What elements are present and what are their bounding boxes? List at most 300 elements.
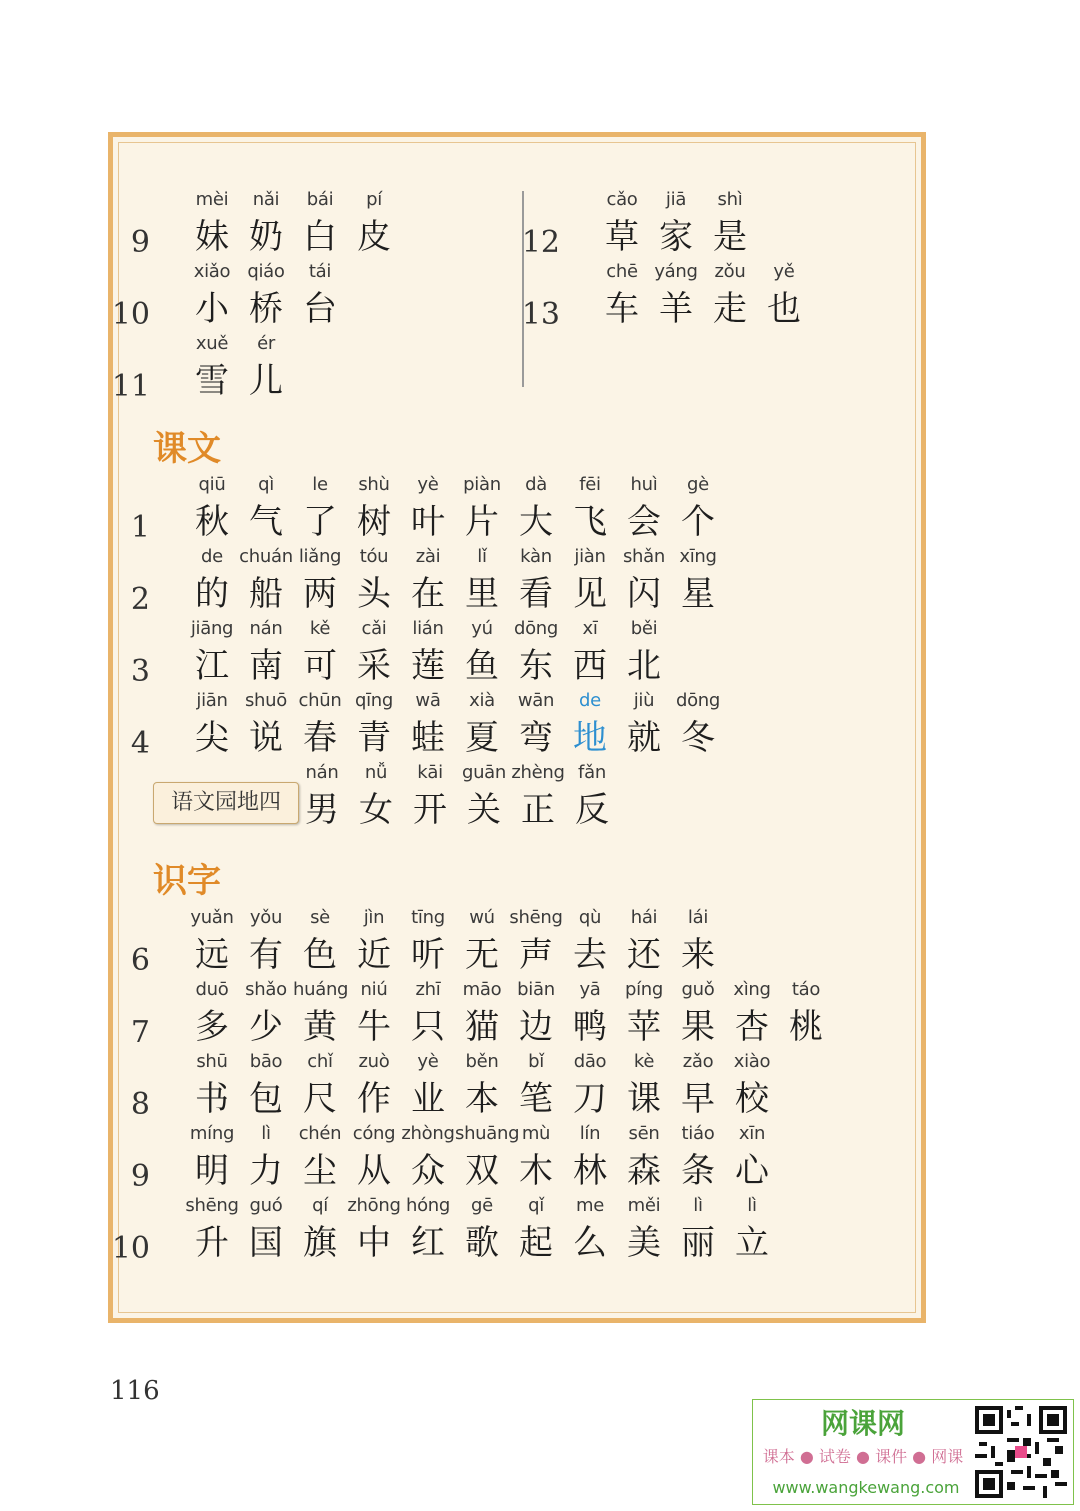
pinyin-label: zǒu	[714, 261, 746, 282]
pinyin-label: niú	[360, 979, 388, 1000]
pinyin-label: kāi	[417, 762, 443, 783]
row-number: 1	[130, 510, 150, 545]
hanzi-character: 两	[303, 574, 337, 614]
character-cell	[293, 688, 347, 762]
hanzi-character: 去	[573, 935, 607, 975]
hanzi-character: 儿	[249, 361, 283, 401]
hanzi-character: 大	[519, 502, 553, 542]
character-cell	[239, 544, 293, 618]
character-cell	[509, 1193, 563, 1267]
character-cell	[617, 1049, 671, 1123]
character-cell	[239, 1049, 293, 1123]
pinyin-label: yě	[773, 261, 795, 282]
pinyin-label: cǎi	[361, 618, 387, 639]
character-cell	[239, 977, 293, 1051]
character-cell	[455, 688, 509, 762]
pinyin-label: shì	[717, 189, 743, 210]
hanzi-character: 车	[605, 289, 639, 329]
hanzi-character: 么	[573, 1223, 607, 1263]
hanzi-character: 开	[413, 790, 447, 830]
hanzi-character: 尖	[195, 718, 229, 758]
character-cell	[293, 977, 347, 1051]
character-cell	[455, 472, 509, 546]
hanzi-character: 草	[605, 217, 639, 257]
pinyin-label: táo	[791, 979, 821, 1000]
pinyin-label: kàn	[520, 546, 552, 567]
pinyin-label: qiū	[198, 474, 226, 495]
pinyin-label: tīng	[411, 907, 445, 928]
character-cell	[349, 760, 403, 834]
character-cell	[509, 1049, 563, 1123]
section-heading-kewen: 课文	[153, 429, 221, 469]
character-cell	[595, 259, 649, 333]
hanzi-character: 个	[681, 502, 715, 542]
character-cell	[563, 1049, 617, 1123]
character-cell	[401, 472, 455, 546]
pinyin-label: zhī	[415, 979, 441, 1000]
hanzi-character: 声	[519, 935, 553, 975]
hanzi-character: 女	[359, 790, 393, 830]
hanzi-character: 东	[519, 646, 553, 686]
character-row	[90, 905, 850, 979]
pinyin-label: lì	[261, 1123, 271, 1144]
pinyin-label: liǎng	[298, 546, 342, 567]
character-cell	[455, 905, 509, 979]
character-cell	[347, 616, 401, 690]
character-cell	[239, 688, 293, 762]
hanzi-character: 无	[465, 935, 499, 975]
pinyin-label: lín	[579, 1123, 601, 1144]
character-cell	[293, 1193, 347, 1267]
hanzi-character: 尘	[303, 1151, 337, 1191]
hanzi-character: 从	[357, 1151, 391, 1191]
hanzi-character: 可	[303, 646, 337, 686]
hanzi-character: 近	[357, 935, 391, 975]
pinyin-label: guān	[461, 762, 507, 783]
hanzi-character: 妹	[195, 217, 229, 257]
hanzi-character: 包	[249, 1079, 283, 1119]
character-cell	[239, 905, 293, 979]
character-row	[90, 1049, 850, 1123]
hanzi-character: 丽	[681, 1223, 715, 1263]
hanzi-character: 本	[465, 1079, 499, 1119]
character-cell	[671, 977, 725, 1051]
pinyin-label: wā	[415, 690, 441, 711]
pinyin-label: huáng	[293, 979, 349, 1000]
hanzi-character: 台	[303, 289, 337, 329]
hanzi-character: 森	[627, 1151, 661, 1191]
pinyin-label: pí	[366, 189, 382, 210]
character-cell	[617, 905, 671, 979]
hanzi-character: 力	[249, 1151, 283, 1191]
pinyin-label: jiù	[633, 690, 655, 711]
pinyin-label: jiān	[196, 690, 228, 711]
pinyin-label: le	[312, 474, 328, 495]
character-cell	[703, 187, 757, 261]
hanzi-character: 林	[573, 1151, 607, 1191]
hanzi-character: 猫	[465, 1007, 499, 1047]
character-cell	[347, 688, 401, 762]
hanzi-character: 男	[305, 790, 339, 830]
character-cell	[457, 760, 511, 834]
hanzi-character: 树	[357, 502, 391, 542]
pinyin-label: jiā	[665, 189, 687, 210]
character-cell	[563, 688, 617, 762]
character-row	[90, 616, 850, 690]
character-cell	[563, 977, 617, 1051]
hanzi-character: 关	[467, 790, 501, 830]
row-number: 9	[130, 1159, 150, 1194]
hanzi-character: 冬	[681, 718, 715, 758]
hanzi-character: 刀	[573, 1079, 607, 1119]
pinyin-label: nán	[305, 762, 339, 783]
character-row	[500, 259, 1080, 333]
character-cell	[403, 760, 457, 834]
pinyin-label: xī	[582, 618, 598, 639]
character-row	[90, 472, 850, 546]
hanzi-character: 鱼	[465, 646, 499, 686]
pinyin-label: yáng	[654, 261, 698, 282]
character-cell	[509, 1121, 563, 1195]
hanzi-character: 采	[357, 646, 391, 686]
character-cell	[563, 472, 617, 546]
hanzi-character: 牛	[357, 1007, 391, 1047]
pinyin-label: qiáo	[247, 261, 285, 282]
character-cell	[239, 616, 293, 690]
character-cell	[347, 1193, 401, 1267]
character-row	[90, 544, 850, 618]
character-cell	[185, 1121, 239, 1195]
pinyin-label: chē	[606, 261, 638, 282]
pinyin-label: lǐ	[477, 546, 487, 567]
pinyin-label: qì	[258, 474, 274, 495]
pinyin-label: gè	[687, 474, 709, 495]
hanzi-character: 远	[195, 935, 229, 975]
row-number: 9	[130, 225, 150, 260]
watermark-logo	[752, 1399, 1074, 1505]
pinyin-label: shēng	[509, 907, 563, 928]
character-cell	[185, 544, 239, 618]
pinyin-label: qù	[578, 907, 602, 928]
pinyin-label: zài	[415, 546, 441, 567]
character-cell	[511, 760, 565, 834]
hanzi-character: 杏	[735, 1007, 769, 1047]
hanzi-character: 作	[357, 1079, 391, 1119]
watermark-title: 网课网	[820, 1407, 905, 1440]
character-cell	[239, 259, 293, 333]
pinyin-label: yuǎn	[190, 907, 234, 928]
character-cell	[617, 1193, 671, 1267]
hanzi-character: 莲	[411, 646, 445, 686]
pinyin-label: tiáo	[681, 1123, 715, 1144]
row-number: 13	[521, 297, 560, 332]
character-row	[295, 760, 1055, 834]
character-cell	[617, 688, 671, 762]
character-cell	[455, 544, 509, 618]
character-cell	[347, 544, 401, 618]
pinyin-label: lì	[693, 1195, 703, 1216]
character-cell	[185, 472, 239, 546]
character-cell	[455, 616, 509, 690]
pinyin-label: nán	[249, 618, 283, 639]
pinyin-label: chūn	[298, 690, 342, 711]
pinyin-label: lián	[412, 618, 444, 639]
character-row	[90, 1121, 850, 1195]
pinyin-label: xià	[469, 690, 495, 711]
pinyin-label: wān	[517, 690, 555, 711]
hanzi-character: 众	[411, 1151, 445, 1191]
character-row	[90, 1193, 850, 1267]
character-cell	[757, 259, 811, 333]
pinyin-label: zhōng	[347, 1195, 401, 1216]
pinyin-label: cǎo	[606, 189, 638, 210]
character-cell	[293, 544, 347, 618]
pinyin-label: mù	[521, 1123, 551, 1144]
yuwen-yuandi-tag: 语文园地四	[153, 782, 299, 824]
hanzi-character: 红	[411, 1223, 445, 1263]
character-cell	[239, 1193, 293, 1267]
hanzi-character: 校	[735, 1079, 769, 1119]
character-cell	[563, 1121, 617, 1195]
pinyin-label: me	[575, 1195, 604, 1216]
pinyin-label: nǎi	[252, 189, 280, 210]
hanzi-character: 鸭	[573, 1007, 607, 1047]
hanzi-character: 桃	[789, 1007, 823, 1047]
character-cell	[239, 331, 293, 405]
hanzi-character: 小	[195, 289, 229, 329]
hanzi-character: 明	[195, 1151, 229, 1191]
hanzi-character: 笔	[519, 1079, 553, 1119]
hanzi-character: 走	[713, 289, 747, 329]
hanzi-character: 气	[249, 502, 283, 542]
pinyin-label: yè	[417, 1051, 439, 1072]
hanzi-character: 说	[249, 718, 283, 758]
hanzi-character: 雪	[195, 361, 229, 401]
pinyin-label: lì	[747, 1195, 757, 1216]
row-number: 4	[130, 726, 150, 761]
pinyin-label: chén	[298, 1123, 342, 1144]
hanzi-character: 美	[627, 1223, 661, 1263]
section-heading-shizi: 识字	[153, 861, 221, 901]
pinyin-label: jiàn	[574, 546, 606, 567]
hanzi-character: 了	[303, 502, 337, 542]
character-cell	[185, 688, 239, 762]
character-cell	[649, 187, 703, 261]
character-cell	[347, 472, 401, 546]
hanzi-character: 只	[411, 1007, 445, 1047]
hanzi-character: 桥	[249, 289, 283, 329]
character-cell	[455, 1121, 520, 1195]
pinyin-label: nǚ	[364, 762, 388, 783]
character-cell	[671, 688, 725, 762]
character-cell	[703, 259, 757, 333]
character-cell	[725, 1049, 779, 1123]
character-cell	[293, 905, 347, 979]
character-cell	[509, 977, 563, 1051]
hanzi-character: 尺	[303, 1079, 337, 1119]
character-cell	[185, 977, 239, 1051]
pinyin-label: yè	[417, 474, 439, 495]
hanzi-character: 来	[681, 935, 715, 975]
pinyin-label: guó	[249, 1195, 283, 1216]
character-cell	[725, 1121, 779, 1195]
hanzi-character: 果	[681, 1007, 715, 1047]
pinyin-label: jìn	[363, 907, 385, 928]
hanzi-character: 少	[249, 1007, 283, 1047]
pinyin-label: sēn	[628, 1123, 660, 1144]
character-cell	[617, 977, 671, 1051]
character-cell	[401, 616, 455, 690]
hanzi-character: 里	[465, 574, 499, 614]
character-cell	[185, 187, 239, 261]
pinyin-label: guǒ	[681, 979, 715, 1000]
character-cell	[293, 259, 347, 333]
pinyin-label: fēi	[579, 474, 601, 495]
hanzi-character: 色	[303, 935, 337, 975]
hanzi-character: 秋	[195, 502, 229, 542]
pinyin-label: jiāng	[190, 618, 234, 639]
character-cell	[295, 760, 349, 834]
hanzi-character: 也	[767, 289, 801, 329]
character-cell	[617, 616, 671, 690]
character-cell	[725, 1193, 779, 1267]
pinyin-label: qí	[312, 1195, 328, 1216]
hanzi-character: 白	[303, 217, 337, 257]
hanzi-character: 北	[627, 646, 661, 686]
pinyin-label: xīng	[679, 546, 717, 567]
hanzi-character: 书	[195, 1079, 229, 1119]
character-cell	[293, 1049, 347, 1123]
character-cell	[509, 688, 563, 762]
hanzi-character: 闪	[627, 574, 661, 614]
character-cell	[185, 1193, 239, 1267]
character-cell	[347, 1049, 401, 1123]
pinyin-label: shǎn	[622, 546, 666, 567]
hanzi-character: 有	[249, 935, 283, 975]
pinyin-label: shuāng	[455, 1123, 520, 1144]
character-cell	[563, 1193, 617, 1267]
row-number: 6	[130, 943, 150, 978]
hanzi-character: 弯	[519, 718, 553, 758]
hanzi-character: 业	[411, 1079, 445, 1119]
character-cell	[401, 905, 455, 979]
character-cell	[455, 1049, 509, 1123]
hanzi-character: 南	[249, 646, 283, 686]
character-cell	[347, 187, 401, 261]
row-number: 10	[111, 1231, 150, 1266]
character-cell	[347, 905, 401, 979]
pinyin-label: duō	[195, 979, 229, 1000]
character-cell	[293, 616, 347, 690]
hanzi-character: 家	[659, 217, 693, 257]
pinyin-label: qīng	[354, 690, 394, 711]
hanzi-character: 青	[357, 718, 391, 758]
hanzi-character: 皮	[357, 217, 391, 257]
pinyin-label: míng	[189, 1123, 235, 1144]
character-cell	[509, 616, 563, 690]
hanzi-character: 飞	[573, 502, 607, 542]
character-cell	[185, 616, 239, 690]
hanzi-character: 蛙	[411, 718, 445, 758]
pinyin-label: bāo	[249, 1051, 283, 1072]
character-cell	[671, 544, 725, 618]
hanzi-character: 苹	[627, 1007, 661, 1047]
character-cell	[649, 259, 703, 333]
character-cell	[401, 1193, 455, 1267]
pinyin-label: wú	[469, 907, 495, 928]
hanzi-character: 双	[465, 1151, 499, 1191]
character-cell	[185, 905, 239, 979]
hanzi-character: 正	[521, 790, 555, 830]
character-cell	[347, 1121, 401, 1195]
pinyin-label: běi	[630, 618, 658, 639]
character-cell	[185, 259, 239, 333]
pinyin-label: hóng	[405, 1195, 451, 1216]
character-cell	[401, 688, 455, 762]
hanzi-character: 就	[627, 718, 661, 758]
character-cell	[239, 472, 293, 546]
character-cell	[347, 977, 401, 1051]
pinyin-label: fǎn	[578, 762, 606, 783]
row-number: 12	[521, 225, 560, 260]
qr-code-icon	[975, 1406, 1067, 1498]
hanzi-character: 春	[303, 718, 337, 758]
row-number: 11	[111, 369, 150, 404]
character-cell	[239, 187, 293, 261]
hanzi-character: 课	[627, 1079, 661, 1119]
pinyin-label: shǎo	[245, 979, 287, 1000]
pinyin-label: shù	[358, 474, 390, 495]
pinyin-label: bái	[306, 189, 334, 210]
pinyin-label: xuě	[195, 333, 229, 354]
pinyin-label: sè	[310, 907, 330, 928]
pinyin-label: dà	[525, 474, 547, 495]
row-number: 8	[130, 1087, 150, 1122]
page-number: 116	[110, 1376, 160, 1406]
pinyin-label: māo	[462, 979, 502, 1000]
pinyin-label: lái	[687, 907, 709, 928]
pinyin-label: xiào	[733, 1051, 771, 1072]
pinyin-label: běn	[465, 1051, 499, 1072]
hanzi-character: 会	[627, 502, 661, 542]
hanzi-character: 还	[627, 935, 661, 975]
pinyin-label: zhòng	[401, 1123, 455, 1144]
pinyin-label: xīn	[738, 1123, 766, 1144]
pinyin-label: yǒu	[249, 907, 283, 928]
pinyin-label: mèi	[195, 189, 229, 210]
character-row	[90, 331, 850, 405]
hanzi-character: 夏	[465, 718, 499, 758]
hanzi-character: 在	[411, 574, 445, 614]
character-cell	[617, 472, 671, 546]
character-cell	[401, 1121, 455, 1195]
pinyin-label: gē	[471, 1195, 493, 1216]
pinyin-label: dōng	[675, 690, 721, 711]
character-cell	[509, 544, 563, 618]
character-cell	[563, 905, 617, 979]
character-cell	[563, 544, 617, 618]
hanzi-character: 羊	[659, 289, 693, 329]
hanzi-character: 歌	[465, 1223, 499, 1263]
hanzi-character: 星	[681, 574, 715, 614]
hanzi-character: 地	[573, 718, 607, 758]
hanzi-character: 反	[575, 790, 609, 830]
pinyin-label: de	[201, 546, 223, 567]
pinyin-label: yú	[471, 618, 493, 639]
hanzi-character: 片	[465, 502, 499, 542]
watermark-tags: 课本 ● 试卷 ● 课件 ● 网课	[762, 1447, 964, 1466]
pinyin-label: tái	[308, 261, 332, 282]
